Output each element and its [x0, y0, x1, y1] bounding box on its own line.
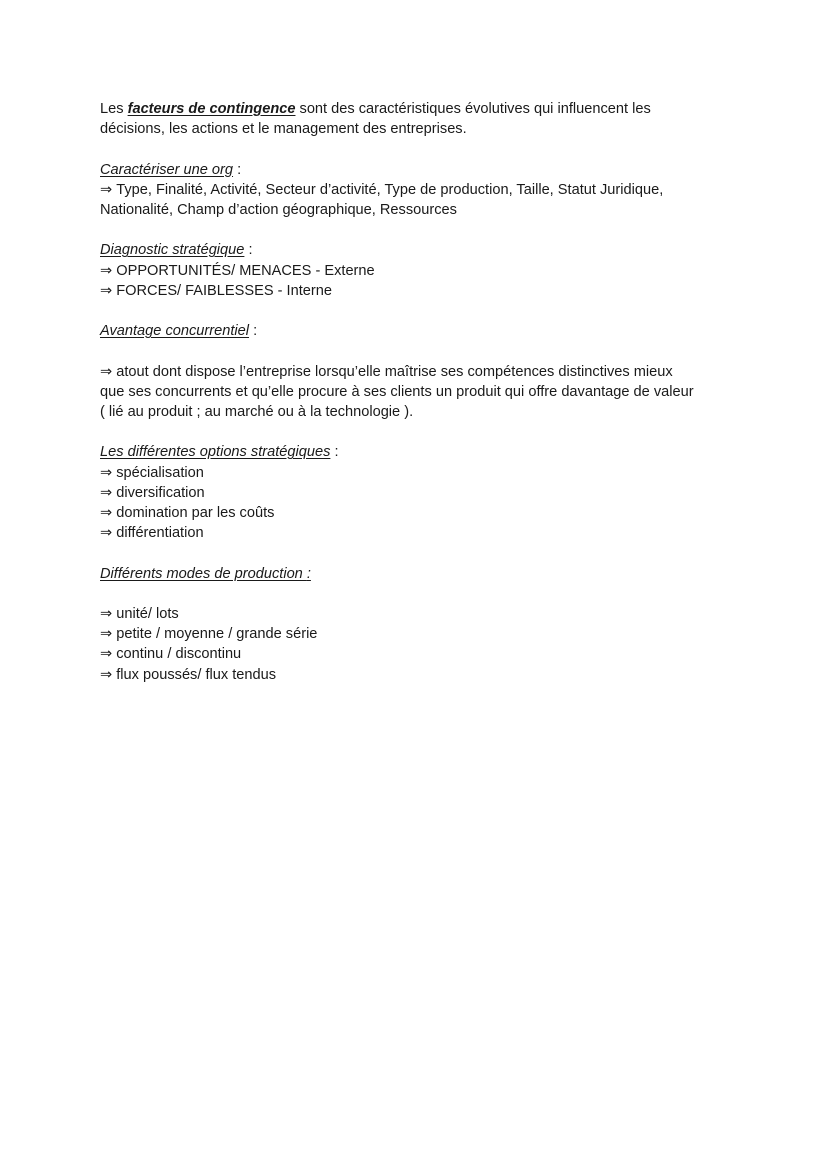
intro-suffix: sont des caractéristiques évolutives qui influencent les	[295, 101, 651, 117]
arrow-icon: ⇒	[100, 646, 113, 663]
arrow-icon: ⇒	[100, 181, 113, 198]
spacer	[100, 422, 740, 442]
list-item-text: diversification	[116, 484, 205, 501]
heading-colon: :	[330, 444, 339, 461]
section-caracteriser	[100, 160, 740, 221]
spacer	[100, 584, 740, 604]
section-line: Nationalité, Champ d’action géographique, Ressources	[100, 202, 457, 218]
heading-colon: :	[249, 323, 258, 340]
arrow-icon: ⇒	[100, 626, 113, 643]
list-item	[100, 261, 740, 281]
list-item	[100, 483, 740, 503]
spacer	[100, 543, 740, 563]
section-heading: Les différentes options stratégiques	[100, 444, 331, 461]
section-heading: Avantage concurrentiel	[100, 323, 250, 340]
list-item-text: domination par les coûts	[116, 504, 275, 521]
list-item-text: petite / moyenne / grande série	[116, 626, 318, 643]
arrow-icon: ⇒	[100, 504, 113, 521]
intro-prefix: Les	[100, 101, 128, 117]
arrow-icon: ⇒	[100, 282, 113, 299]
arrow-icon: ⇒	[100, 464, 113, 481]
section-heading-line	[100, 442, 740, 462]
intro-line-1	[100, 99, 740, 119]
intro-term: facteurs de contingence	[127, 101, 296, 117]
heading-colon: :	[244, 242, 253, 259]
list-item-text: flux poussés/ flux tendus	[116, 666, 277, 683]
section-text: Type, Finalité, Activité, Secteur d’activité, Type de production, Taille, Statut Juridique,	[116, 181, 664, 198]
arrow-icon: ⇒	[100, 363, 113, 380]
arrow-icon: ⇒	[100, 262, 113, 279]
spacer	[100, 220, 740, 240]
section-avantage	[100, 321, 740, 422]
section-line	[100, 180, 740, 200]
heading-colon: :	[306, 565, 311, 582]
section-text: atout dont dispose l’entreprise lorsqu’elle maîtrise ses compétences distinctives mieux	[116, 363, 673, 380]
list-item	[100, 604, 740, 624]
section-heading	[100, 566, 311, 582]
section-heading: Diagnostic stratégique	[100, 242, 245, 259]
arrow-icon: ⇒	[100, 484, 113, 501]
arrow-icon: ⇒	[100, 605, 113, 622]
intro-line-2: décisions, les actions et le management des entreprises.	[100, 121, 467, 138]
section-heading-line	[100, 321, 740, 341]
list-item-text: unité/ lots	[116, 605, 179, 622]
section-heading-text: Différents modes de production	[100, 565, 307, 582]
list-item-text: continu / discontinu	[116, 646, 242, 663]
spacer	[100, 139, 740, 159]
list-item	[100, 665, 740, 685]
spacer	[100, 341, 740, 361]
list-item	[100, 503, 740, 523]
section-heading-line	[100, 160, 740, 180]
section-heading-line	[100, 240, 740, 260]
list-item	[100, 523, 740, 543]
list-item	[100, 644, 740, 664]
arrow-icon: ⇒	[100, 525, 113, 542]
section-line: que ses concurrents et qu’elle procure à ses clients un produit qui offre davantage de valeur	[100, 383, 694, 400]
section-line: ( lié au produit ; au marché ou à la technologie ).	[100, 403, 414, 420]
section-heading-line	[100, 564, 740, 584]
arrow-icon: ⇒	[100, 666, 113, 683]
document-page	[100, 99, 740, 685]
section-line	[100, 362, 740, 382]
list-item-text: FORCES/ FAIBLESSES - Interne	[116, 282, 332, 299]
list-item-text: OPPORTUNITÉS/ MENACES - Externe	[116, 262, 375, 279]
intro-paragraph	[100, 99, 740, 139]
section-heading: Caractériser une org	[100, 161, 234, 178]
section-options	[100, 442, 740, 543]
heading-colon: :	[233, 161, 242, 178]
section-modes	[100, 564, 740, 685]
list-item-text: différentiation	[116, 525, 204, 542]
spacer	[100, 301, 740, 321]
list-item	[100, 463, 740, 483]
list-item	[100, 624, 740, 644]
list-item-text: spécialisation	[116, 464, 204, 481]
section-diagnostic	[100, 240, 740, 301]
list-item	[100, 281, 740, 301]
